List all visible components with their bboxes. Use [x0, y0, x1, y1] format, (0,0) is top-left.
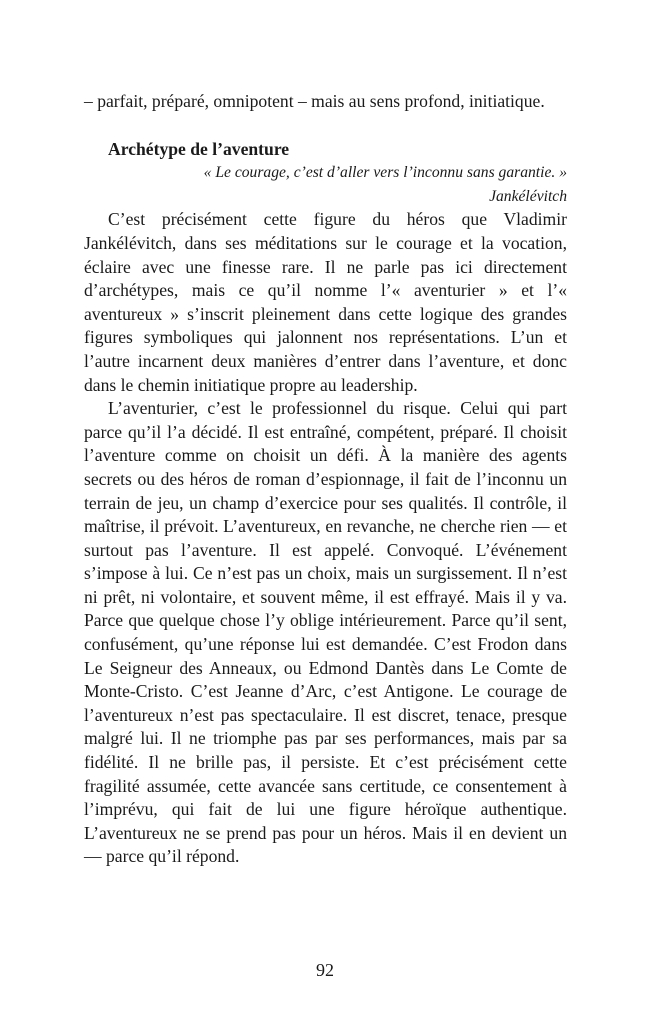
page-number: 92 — [316, 960, 334, 980]
body-paragraph-2: L’aventurier, c’est le professionnel du risque. Celui qui part parce qu’il l’a décidé. Il est entraîné, compétent, préparé. Il choisit l’aventure comme on choisit un défi. À la manière des agents secrets ou des héros de roman d’espionnage, il fait de l’inconnu un terrain de jeu, un champ d’exercice pour ses qualités. Il contrôle, il maîtrise, il prévoit. L’aventureux, en revanche, ne cherche rien — et surtout pas l’aventure. Il est appelé. Convoqué. L’événement s’impose à lui. Ce n’est pas un choix, mais un surgissement. Il n’est ni prêt, ni volontaire, et souvent même, il est effrayé. Mais il y va. Parce que quelque chose l’y oblige intérieurement. Parce qu’il sent, confusément, qu’une réponse lui est demandée. C’est Frodon dans Le Seigneur des Anneaux, ou Edmond Dantès dans Le Comte de Monte-Cristo. C’est Jeanne d’Arc, c’est Antigone. Le courage de l’aventureux n’est pas spectaculaire. Il est discret, tenace, presque malgré lui. Il ne triomphe pas par ses performances, mais par sa fidélité. Il ne brille pas, il persiste. Et c’est précisément cette fragilité assumée, cette avancée sans certitude, ce consentement à l’imprévu, qui fait de lui une figure héroïque authentique. L’aventureux ne se prend pas pour un héros. Mais il en devient un — parce qu’il répond. — [84, 398, 567, 867]
epigraph-quote: « Le courage, c’est d’aller vers l’inconnu sans garantie. » — [203, 164, 567, 182]
intro-paragraph: – parfait, préparé, omnipotent – mais au sens profond, initiatique. — [84, 91, 545, 111]
book-page — [84, 90, 567, 869]
epigraph — [84, 161, 567, 208]
epigraph-author: Jankélévitch — [489, 187, 567, 205]
body-paragraph-1: C’est précisément cette figure du héros que Vladimir Jankélévitch, dans ses méditations sur le courage et la vocation, éclaire avec une finesse rare. Il ne parle pas ici directement d’archétypes, mais ce qu’il nomme l’« aventurier » et l’« aventureux » s’inscrit pleinement dans cette logique des grandes figures symboliques qui jalonnent nos représentations. L’un et l’autre incarnent deux manières d’entrer dans l’aventure, et donc dans le chemin initiatique propre au leadership. — [84, 209, 567, 395]
section-title: Archétype de l’aventure — [108, 138, 290, 159]
